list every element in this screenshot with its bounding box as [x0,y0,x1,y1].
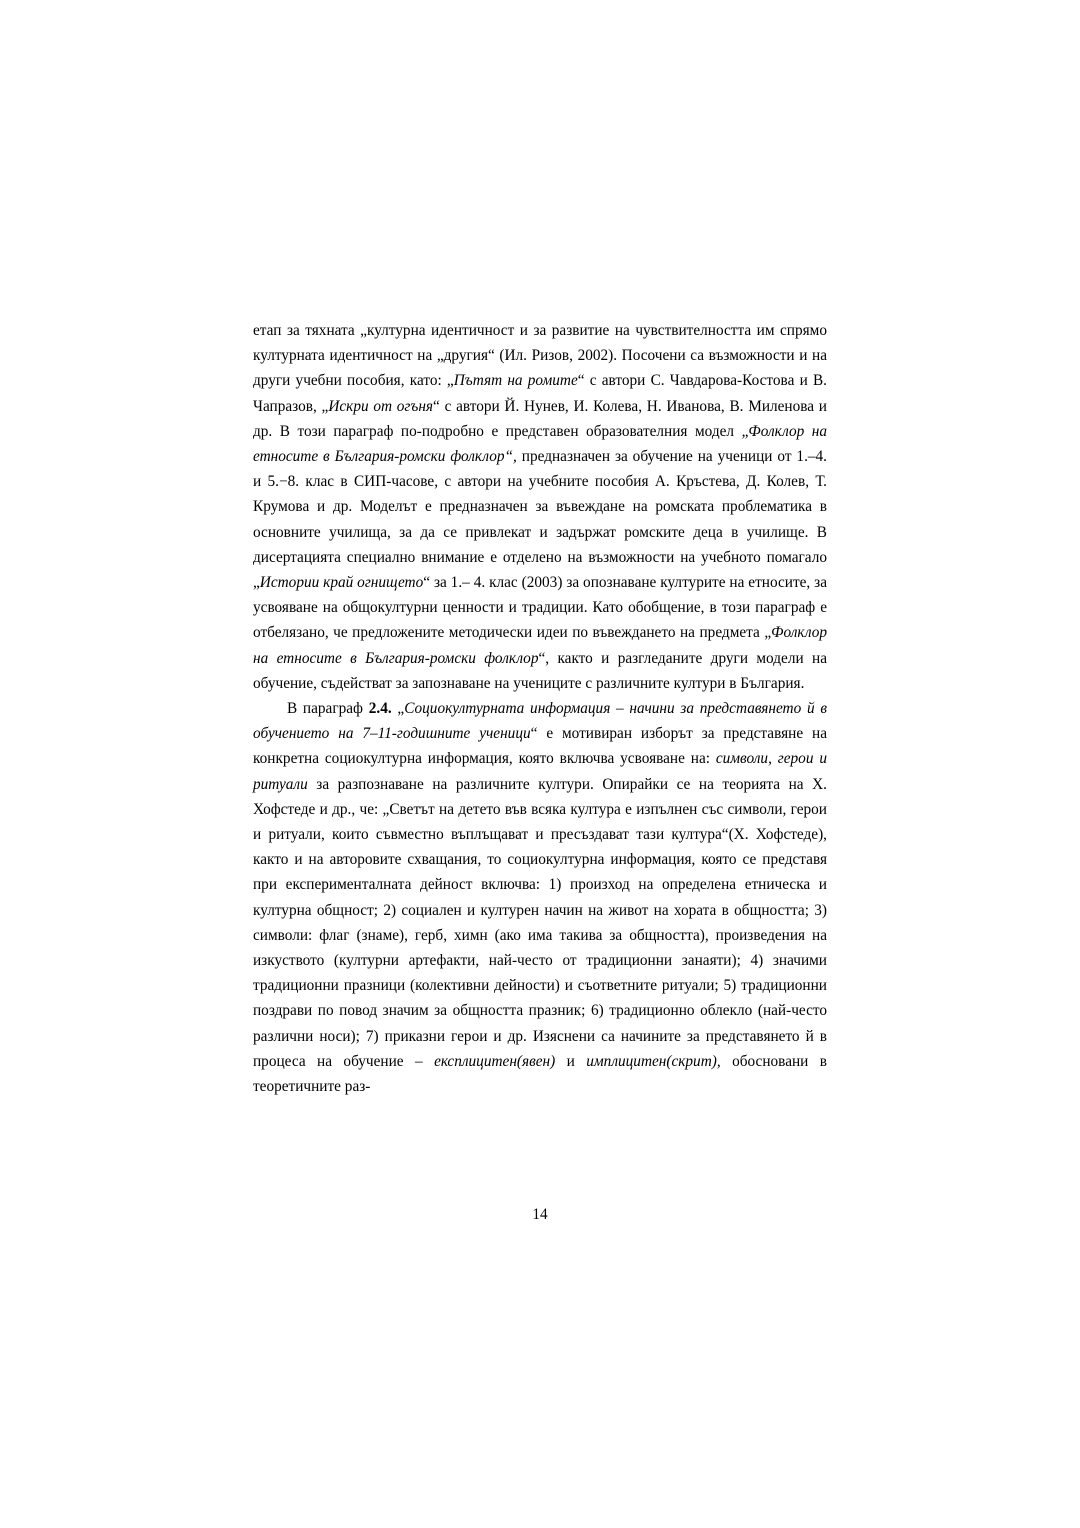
text-run: 2.4. [368,700,392,718]
text-run: В параграф [287,700,369,718]
text-run: предназначен за обучение на ученици от 1.–4. и 5.−8. клас в СИП-часове, с автори на учебните пособия А. Кръстева, Д. Колев, Т. Крумова и др. Моделът е предназначен за въвеждане на ромската проблематика в основните училища, за да се привлекат и задържат ромските деца в училище. В дисертацията специално внимание е отделено на възможности на учебното помагало „ [253,448,828,592]
paragraph-2 [253,696,827,1099]
text-run: обосновани в теоретичните раз- [253,1052,828,1096]
text-run: “ за 1.– 4. клас (2003) за опознаване културите на етносите, за усвояване на общокултурни ценности и традиции. Като обобщение, в този параграф е отбелязано, че предложените методически идеи по въвеждането на предмета „ [253,574,827,642]
text-run: Искри от огъня [328,397,434,415]
text-run: “ с автори Й. Нунев, И. Колева, Н. Иванова, В. Миленова и др. В този параграф по-подробно е представен образователния модел „ [253,397,827,440]
text-run: за разпознаване на различните култури. Опирайки се на теорията на Х. Хофстеде и др., че: „Светът на детето във всяка култура е изпълнен със символи, герои и ритуали, които съвместно въплъщават и пресъздават тази култура“(Х. Хофстеде), както и на авторовите схващания, то социокултурна информация, която се представя при експерименталната дейност включва: 1) произход на определена етническа и културна общност; 2) социален и културен начин на живот на хората в общността; 3) символи: флаг (знаме), герб, химн (ако има такива за общността), произведения на изкуството (културни артефакти, най-често от традиционни занаяти); 4) значими традиционни празници (колективни дейности) и съответните ритуали; 5) традиционни поздрави по повод значим за общността празник; 6) традиционно облекло (най-често различни носи); 7) приказни герои и др. Изяснени са начините за представянето й в процеса на обучение – [253,775,827,1070]
page-number: 14 [532,1206,548,1223]
text-run: Социокултурната информация – начини за представянето й в обучението на 7–11-годишните ученици [253,700,828,743]
text-run: Фолклор на етносите в България-ромски фолклор [253,624,827,667]
text-run: и [555,1052,587,1070]
text-run: символи, герои и ритуали [253,750,827,793]
text-run: Пътят на ромите [453,372,578,390]
text-run: имплицитен(скрит), [586,1052,721,1070]
body-text [253,318,827,1099]
text-run: “ е мотивиран изборът за представяне на конкретна социокултурна информация, която включва усвояване на: [253,725,827,768]
text-run: “, както и разгледаните други модели на обучение, съдействат за запознаване на учениците с различните култури в България. [253,649,827,692]
paragraph-1 [253,318,827,696]
text-run: “ с автори С. Чавдарова-Костова и В. Чапразов, „ [253,372,827,415]
text-run: „ [391,700,405,718]
text-run: етап за тяхната „културна идентичност и за развитие на чувствителността им спрямо културната идентичност на „другия“ (Ил. Ризов, 2002). Посочени са възможности и на други учебни пособия, като: „ [253,322,827,390]
text-run: Истории край огнището [259,574,424,592]
text-run: експлицитен(явен) [434,1052,556,1070]
text-run: Фолклор на етносите в България-ромски фолклор“, [253,422,828,466]
